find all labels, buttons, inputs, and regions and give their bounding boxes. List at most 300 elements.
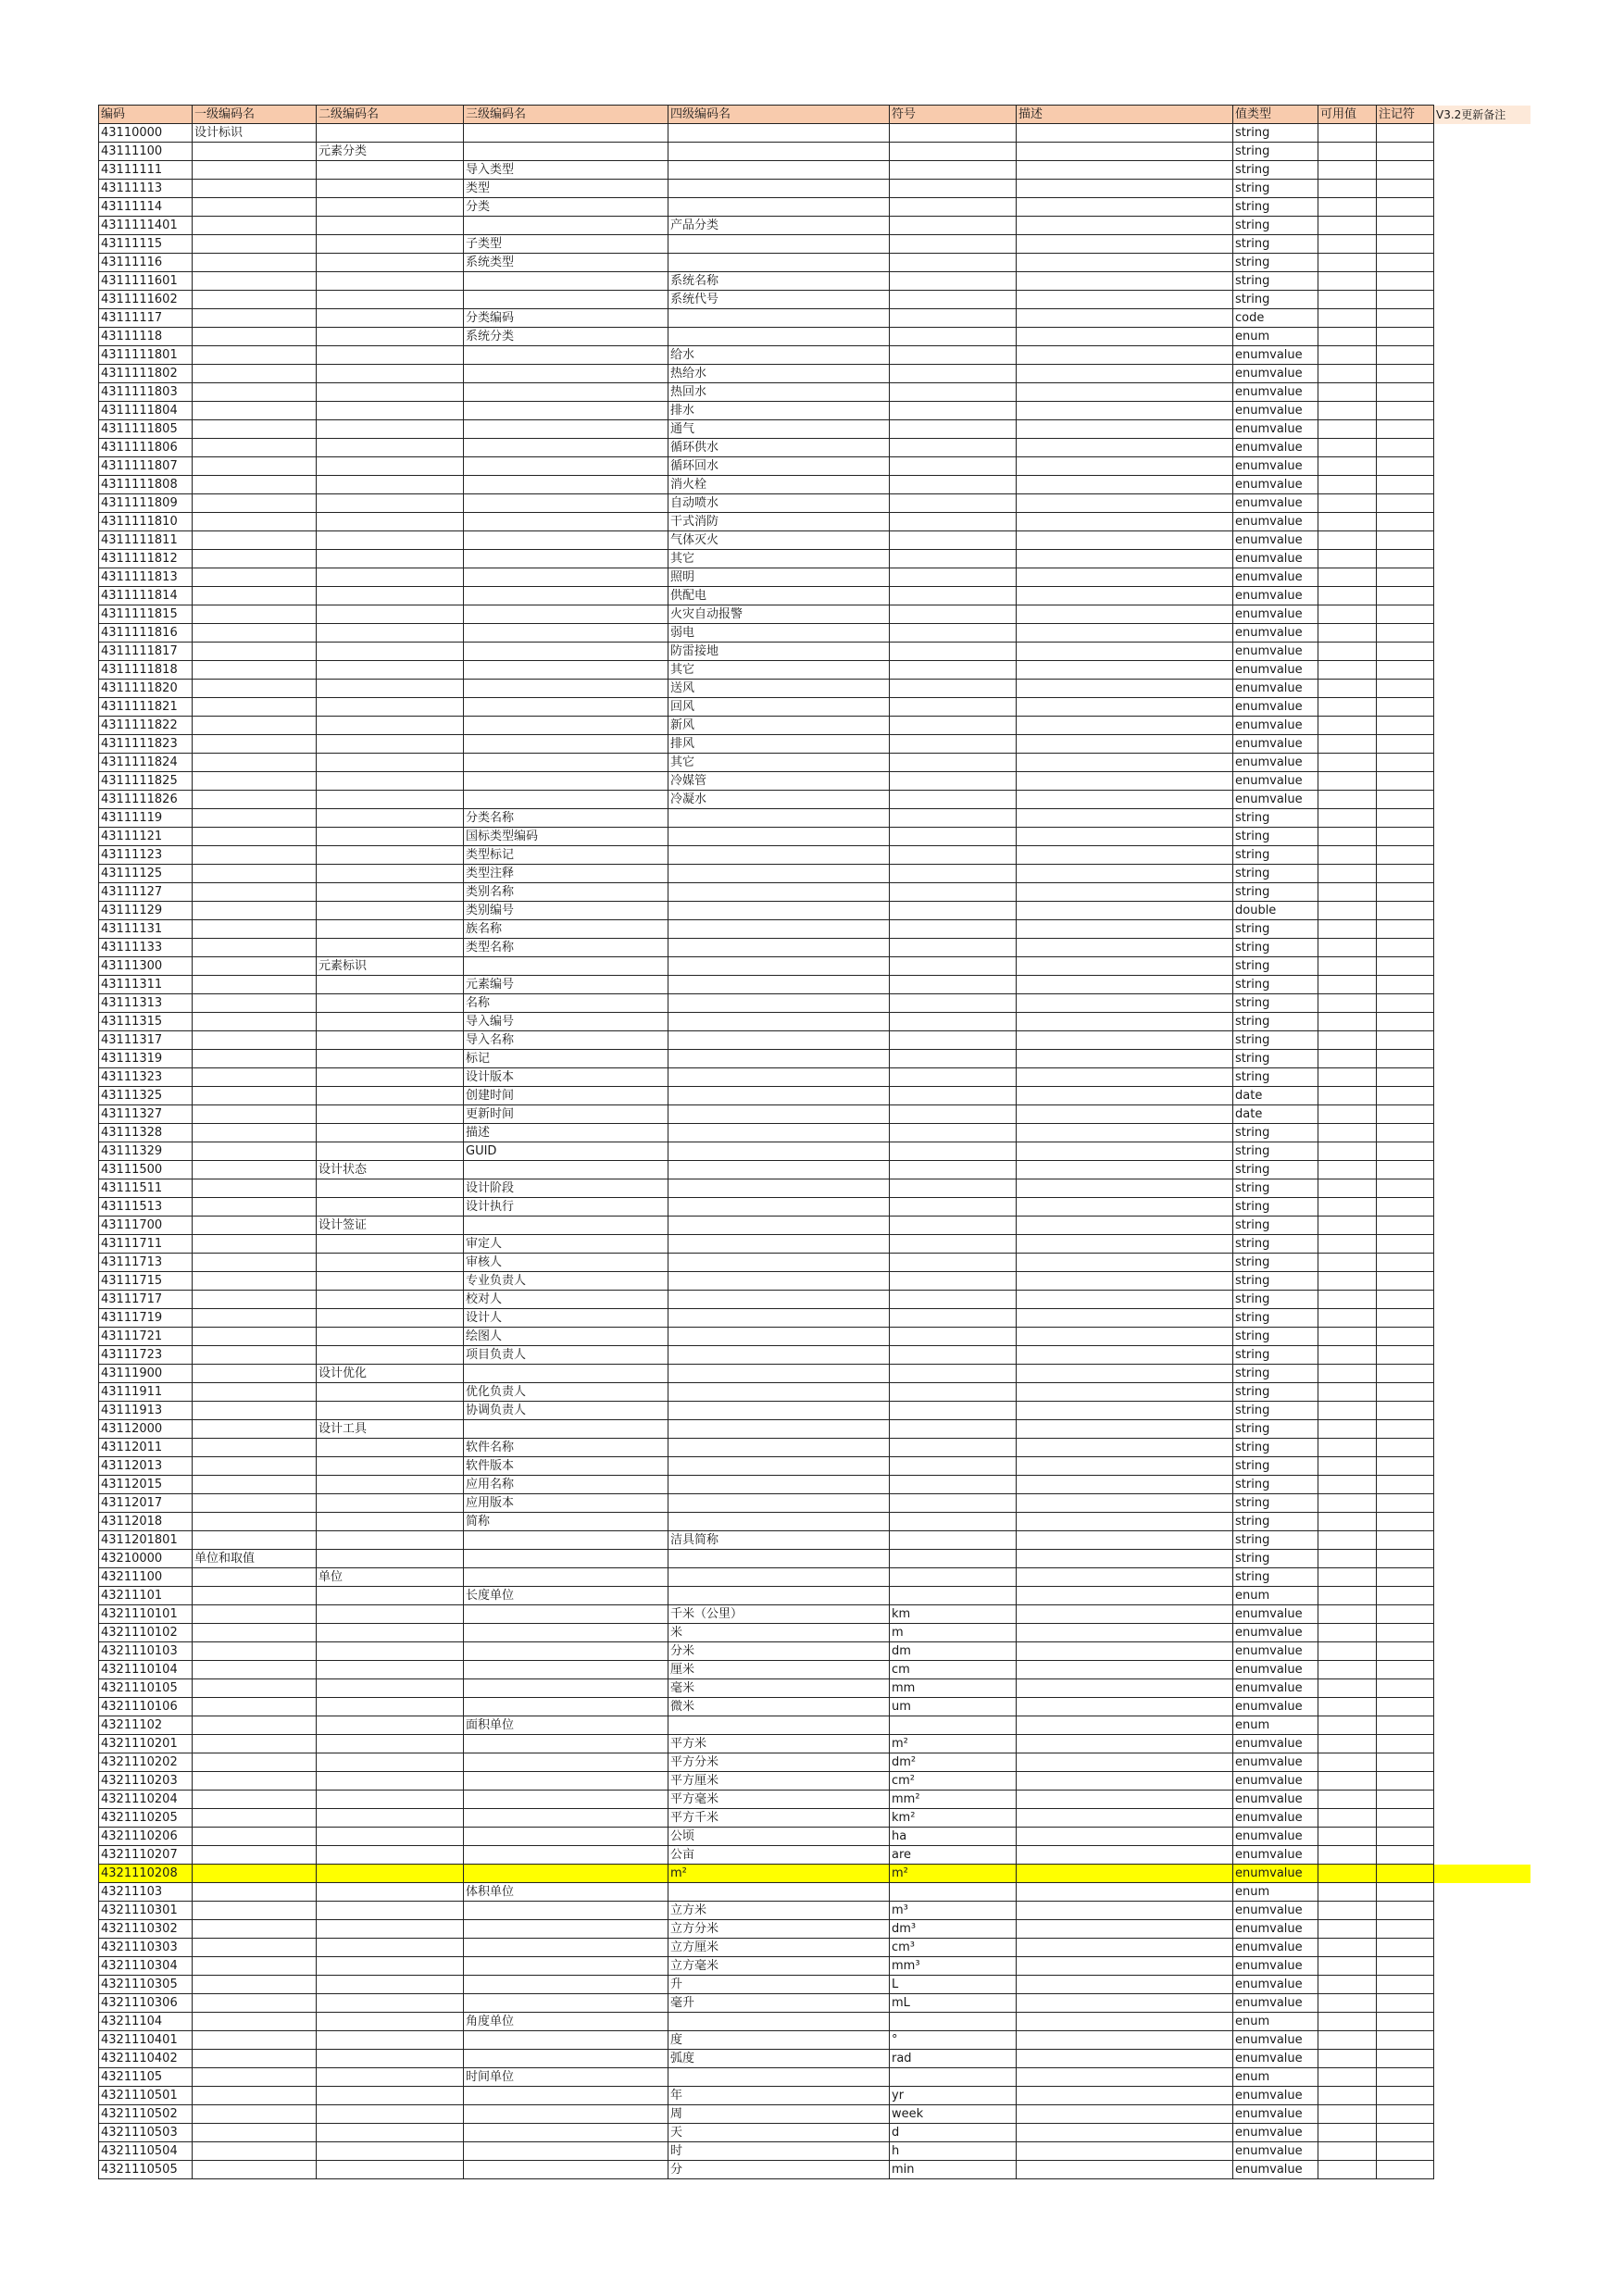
level4-name-cell[interactable]	[668, 939, 890, 957]
level3-name-cell[interactable]	[464, 587, 668, 605]
available-value-cell[interactable]	[1318, 254, 1377, 272]
level4-name-cell[interactable]: 新风	[668, 717, 890, 735]
annotation-cell[interactable]	[1377, 2013, 1434, 2031]
level1-name-cell[interactable]	[193, 457, 317, 476]
code-cell[interactable]: 43111913	[99, 1402, 193, 1420]
available-value-cell[interactable]	[1318, 1179, 1377, 1198]
level1-name-cell[interactable]	[193, 1105, 317, 1124]
description-cell[interactable]	[1017, 1661, 1233, 1679]
level4-name-cell[interactable]	[668, 1346, 890, 1365]
value-type-cell[interactable]: enumvalue	[1233, 754, 1318, 772]
annotation-cell[interactable]	[1377, 1346, 1434, 1365]
level1-name-cell[interactable]	[193, 1513, 317, 1531]
level2-name-cell[interactable]	[317, 2142, 464, 2161]
available-value-cell[interactable]	[1318, 1550, 1377, 1568]
code-cell[interactable]: 4311111805	[99, 420, 193, 439]
level4-name-cell[interactable]	[668, 1439, 890, 1457]
available-value-cell[interactable]	[1318, 735, 1377, 754]
level2-name-cell[interactable]	[317, 605, 464, 624]
symbol-cell[interactable]: km	[890, 1605, 1017, 1624]
update-note-cell[interactable]	[1434, 1716, 1531, 1735]
description-cell[interactable]	[1017, 1568, 1233, 1587]
level4-name-cell[interactable]: 平方米	[668, 1735, 890, 1753]
available-value-cell[interactable]	[1318, 1976, 1377, 1994]
code-cell[interactable]: 43111723	[99, 1346, 193, 1365]
update-note-cell[interactable]	[1434, 1513, 1531, 1531]
update-note-cell[interactable]	[1434, 1457, 1531, 1476]
level1-name-cell[interactable]	[193, 809, 317, 828]
level4-name-cell[interactable]	[668, 1105, 890, 1124]
update-note-cell[interactable]	[1434, 1420, 1531, 1439]
annotation-cell[interactable]	[1377, 1365, 1434, 1383]
level2-name-cell[interactable]	[317, 1994, 464, 2013]
symbol-cell[interactable]	[890, 180, 1017, 198]
level4-name-cell[interactable]	[668, 254, 890, 272]
update-note-cell[interactable]	[1434, 1902, 1531, 1920]
level2-name-cell[interactable]	[317, 1457, 464, 1476]
level4-name-cell[interactable]	[668, 1587, 890, 1605]
level4-name-cell[interactable]: 年	[668, 2087, 890, 2105]
symbol-cell[interactable]	[890, 1402, 1017, 1420]
code-cell[interactable]: 4321110106	[99, 1698, 193, 1716]
level1-name-cell[interactable]: 设计标识	[193, 124, 317, 143]
level3-name-cell[interactable]	[464, 717, 668, 735]
update-note-cell[interactable]	[1434, 272, 1531, 291]
level3-name-cell[interactable]	[464, 476, 668, 494]
symbol-cell[interactable]	[890, 1476, 1017, 1494]
level4-name-cell[interactable]: 排风	[668, 735, 890, 754]
update-note-cell[interactable]	[1434, 1753, 1531, 1772]
code-cell[interactable]: 4311111825	[99, 772, 193, 791]
value-type-cell[interactable]: enumvalue	[1233, 1994, 1318, 2013]
update-note-cell[interactable]	[1434, 346, 1531, 365]
code-cell[interactable]: 43111329	[99, 1142, 193, 1161]
value-type-cell[interactable]: string	[1233, 180, 1318, 198]
available-value-cell[interactable]	[1318, 772, 1377, 791]
level2-name-cell[interactable]	[317, 809, 464, 828]
code-cell[interactable]: 4311111815	[99, 605, 193, 624]
annotation-cell[interactable]	[1377, 2068, 1434, 2087]
code-cell[interactable]: 4311111401	[99, 217, 193, 235]
symbol-cell[interactable]	[890, 328, 1017, 346]
code-cell[interactable]: 43111715	[99, 1272, 193, 1291]
value-type-cell[interactable]: string	[1233, 1013, 1318, 1031]
code-cell[interactable]: 4321110504	[99, 2142, 193, 2161]
description-cell[interactable]	[1017, 1309, 1233, 1328]
annotation-cell[interactable]	[1377, 1994, 1434, 2013]
level3-name-cell[interactable]: 创建时间	[464, 1087, 668, 1105]
code-cell[interactable]: 43111313	[99, 994, 193, 1013]
value-type-cell[interactable]: enumvalue	[1233, 698, 1318, 717]
symbol-cell[interactable]	[890, 1272, 1017, 1291]
level2-name-cell[interactable]	[317, 2031, 464, 2050]
level3-name-cell[interactable]: 角度单位	[464, 2013, 668, 2031]
code-cell[interactable]: 4311111810	[99, 513, 193, 531]
symbol-cell[interactable]: h	[890, 2142, 1017, 2161]
symbol-cell[interactable]: dm	[890, 1642, 1017, 1661]
update-note-cell[interactable]	[1434, 661, 1531, 680]
annotation-cell[interactable]	[1377, 1883, 1434, 1902]
available-value-cell[interactable]	[1318, 1531, 1377, 1550]
level3-name-cell[interactable]	[464, 550, 668, 568]
available-value-cell[interactable]	[1318, 291, 1377, 309]
level1-name-cell[interactable]	[193, 143, 317, 161]
symbol-cell[interactable]	[890, 754, 1017, 772]
available-value-cell[interactable]	[1318, 605, 1377, 624]
symbol-cell[interactable]	[890, 1457, 1017, 1476]
update-note-cell[interactable]	[1434, 1772, 1531, 1791]
level2-name-cell[interactable]	[317, 846, 464, 865]
level1-name-cell[interactable]	[193, 1735, 317, 1753]
level2-name-cell[interactable]	[317, 1735, 464, 1753]
level1-name-cell[interactable]	[193, 1087, 317, 1105]
code-cell[interactable]: 43111317	[99, 1031, 193, 1050]
description-cell[interactable]	[1017, 846, 1233, 865]
level1-name-cell[interactable]	[193, 624, 317, 643]
symbol-cell[interactable]	[890, 1124, 1017, 1142]
symbol-cell[interactable]	[890, 735, 1017, 754]
level2-name-cell[interactable]	[317, 735, 464, 754]
description-cell[interactable]	[1017, 1920, 1233, 1939]
value-type-cell[interactable]: enumvalue	[1233, 2105, 1318, 2124]
level1-name-cell[interactable]	[193, 976, 317, 994]
value-type-cell[interactable]: enumvalue	[1233, 457, 1318, 476]
symbol-cell[interactable]: mm³	[890, 1957, 1017, 1976]
level3-name-cell[interactable]: 设计版本	[464, 1068, 668, 1087]
level3-name-cell[interactable]: GUID	[464, 1142, 668, 1161]
level4-name-cell[interactable]: 气体灭火	[668, 531, 890, 550]
level4-name-cell[interactable]	[668, 309, 890, 328]
level2-name-cell[interactable]	[317, 513, 464, 531]
level4-name-cell[interactable]	[668, 1457, 890, 1476]
level3-name-cell[interactable]: 标记	[464, 1050, 668, 1068]
available-value-cell[interactable]	[1318, 1494, 1377, 1513]
available-value-cell[interactable]	[1318, 494, 1377, 513]
description-cell[interactable]	[1017, 1902, 1233, 1920]
level4-name-cell[interactable]	[668, 1272, 890, 1291]
update-note-cell[interactable]	[1434, 624, 1531, 643]
level4-name-cell[interactable]: 其它	[668, 754, 890, 772]
update-note-cell[interactable]	[1434, 1346, 1531, 1365]
level1-name-cell[interactable]	[193, 531, 317, 550]
code-cell[interactable]: 4321110303	[99, 1939, 193, 1957]
update-note-cell[interactable]	[1434, 291, 1531, 309]
level2-name-cell[interactable]	[317, 1124, 464, 1142]
level2-name-cell[interactable]	[317, 828, 464, 846]
available-value-cell[interactable]	[1318, 568, 1377, 587]
update-note-cell[interactable]	[1434, 531, 1531, 550]
level1-name-cell[interactable]	[193, 1494, 317, 1513]
value-type-cell[interactable]: string	[1233, 1142, 1318, 1161]
update-note-cell[interactable]	[1434, 254, 1531, 272]
value-type-cell[interactable]: enumvalue	[1233, 513, 1318, 531]
level1-name-cell[interactable]	[193, 1791, 317, 1809]
value-type-cell[interactable]: enumvalue	[1233, 1791, 1318, 1809]
available-value-cell[interactable]	[1318, 1050, 1377, 1068]
code-cell[interactable]: 4321110306	[99, 1994, 193, 2013]
available-value-cell[interactable]	[1318, 272, 1377, 291]
available-value-cell[interactable]	[1318, 902, 1377, 920]
value-type-cell[interactable]: enumvalue	[1233, 420, 1318, 439]
level3-name-cell[interactable]: 系统类型	[464, 254, 668, 272]
description-cell[interactable]	[1017, 1235, 1233, 1254]
symbol-cell[interactable]: cm²	[890, 1772, 1017, 1791]
level4-name-cell[interactable]: 产品分类	[668, 217, 890, 235]
description-cell[interactable]	[1017, 1346, 1233, 1365]
level4-name-cell[interactable]: 公顷	[668, 1828, 890, 1846]
level3-name-cell[interactable]	[464, 383, 668, 402]
level3-name-cell[interactable]: 设计阶段	[464, 1179, 668, 1198]
symbol-cell[interactable]	[890, 1254, 1017, 1272]
level3-name-cell[interactable]	[464, 439, 668, 457]
level4-name-cell[interactable]	[668, 124, 890, 143]
available-value-cell[interactable]	[1318, 217, 1377, 235]
level2-name-cell[interactable]	[317, 624, 464, 643]
symbol-cell[interactable]: cm	[890, 1661, 1017, 1679]
level1-name-cell[interactable]	[193, 1365, 317, 1383]
update-note-cell[interactable]	[1434, 328, 1531, 346]
update-note-cell[interactable]	[1434, 1642, 1531, 1661]
available-value-cell[interactable]	[1318, 513, 1377, 531]
update-note-cell[interactable]	[1434, 1550, 1531, 1568]
available-value-cell[interactable]	[1318, 1402, 1377, 1420]
level2-name-cell[interactable]	[317, 643, 464, 661]
available-value-cell[interactable]	[1318, 309, 1377, 328]
value-type-cell[interactable]: string	[1233, 124, 1318, 143]
level1-name-cell[interactable]	[193, 1291, 317, 1309]
annotation-cell[interactable]	[1377, 643, 1434, 661]
available-value-cell[interactable]	[1318, 383, 1377, 402]
level4-name-cell[interactable]: 冷凝水	[668, 791, 890, 809]
value-type-cell[interactable]: enumvalue	[1233, 791, 1318, 809]
symbol-cell[interactable]	[890, 883, 1017, 902]
code-cell[interactable]: 4311201801	[99, 1531, 193, 1550]
update-note-cell[interactable]	[1434, 439, 1531, 457]
annotation-cell[interactable]	[1377, 828, 1434, 846]
level2-name-cell[interactable]	[317, 1254, 464, 1272]
level2-name-cell[interactable]	[317, 1902, 464, 1920]
value-type-cell[interactable]: string	[1233, 865, 1318, 883]
symbol-cell[interactable]	[890, 1179, 1017, 1198]
code-cell[interactable]: 43111123	[99, 846, 193, 865]
symbol-cell[interactable]	[890, 605, 1017, 624]
level1-name-cell[interactable]	[193, 1254, 317, 1272]
code-cell[interactable]: 43112000	[99, 1420, 193, 1439]
level4-name-cell[interactable]	[668, 1568, 890, 1587]
description-cell[interactable]	[1017, 661, 1233, 680]
value-type-cell[interactable]: enum	[1233, 1883, 1318, 1902]
available-value-cell[interactable]	[1318, 791, 1377, 809]
annotation-cell[interactable]	[1377, 865, 1434, 883]
code-cell[interactable]: 4311111801	[99, 346, 193, 365]
annotation-cell[interactable]	[1377, 254, 1434, 272]
level2-name-cell[interactable]	[317, 1920, 464, 1939]
level2-name-cell[interactable]: 设计签证	[317, 1217, 464, 1235]
symbol-cell[interactable]	[890, 198, 1017, 217]
symbol-cell[interactable]	[890, 680, 1017, 698]
level1-name-cell[interactable]	[193, 291, 317, 309]
code-cell[interactable]: 4311111826	[99, 791, 193, 809]
level3-name-cell[interactable]	[464, 1772, 668, 1791]
level3-name-cell[interactable]	[464, 217, 668, 235]
annotation-cell[interactable]	[1377, 1550, 1434, 1568]
level1-name-cell[interactable]	[193, 698, 317, 717]
update-note-cell[interactable]	[1434, 1939, 1531, 1957]
description-cell[interactable]	[1017, 420, 1233, 439]
update-note-cell[interactable]	[1434, 235, 1531, 254]
level3-name-cell[interactable]: 子类型	[464, 235, 668, 254]
symbol-cell[interactable]	[890, 383, 1017, 402]
available-value-cell[interactable]	[1318, 1624, 1377, 1642]
level2-name-cell[interactable]	[317, 1050, 464, 1068]
update-note-cell[interactable]	[1434, 791, 1531, 809]
description-cell[interactable]	[1017, 402, 1233, 420]
update-note-cell[interactable]	[1434, 698, 1531, 717]
level4-name-cell[interactable]: 立方分米	[668, 1920, 890, 1939]
level1-name-cell[interactable]	[193, 1476, 317, 1494]
code-cell[interactable]: 43111511	[99, 1179, 193, 1198]
description-cell[interactable]	[1017, 1068, 1233, 1087]
level2-name-cell[interactable]	[317, 1031, 464, 1050]
code-cell[interactable]: 43111113	[99, 180, 193, 198]
symbol-cell[interactable]	[890, 1291, 1017, 1309]
value-type-cell[interactable]: string	[1233, 1031, 1318, 1050]
code-cell[interactable]: 4321110501	[99, 2087, 193, 2105]
level3-name-cell[interactable]	[464, 1661, 668, 1679]
available-value-cell[interactable]	[1318, 2105, 1377, 2124]
update-note-cell[interactable]	[1434, 2050, 1531, 2068]
level3-name-cell[interactable]: 设计人	[464, 1309, 668, 1328]
annotation-cell[interactable]	[1377, 994, 1434, 1013]
level1-name-cell[interactable]	[193, 1809, 317, 1828]
code-cell[interactable]: 43112017	[99, 1494, 193, 1513]
available-value-cell[interactable]	[1318, 1994, 1377, 2013]
level1-name-cell[interactable]	[193, 1235, 317, 1254]
code-cell[interactable]: 43111133	[99, 939, 193, 957]
level4-name-cell[interactable]: 千米（公里）	[668, 1605, 890, 1624]
level2-name-cell[interactable]	[317, 1846, 464, 1865]
code-cell[interactable]: 43111129	[99, 902, 193, 920]
level3-name-cell[interactable]	[464, 2087, 668, 2105]
level4-name-cell[interactable]: m²	[668, 1865, 890, 1883]
update-note-cell[interactable]	[1434, 420, 1531, 439]
annotation-cell[interactable]	[1377, 272, 1434, 291]
level2-name-cell[interactable]	[317, 494, 464, 513]
description-cell[interactable]	[1017, 254, 1233, 272]
update-note-cell[interactable]	[1434, 309, 1531, 328]
available-value-cell[interactable]	[1318, 1457, 1377, 1476]
level1-name-cell[interactable]	[193, 1272, 317, 1291]
symbol-cell[interactable]	[890, 717, 1017, 735]
update-note-cell[interactable]	[1434, 846, 1531, 865]
available-value-cell[interactable]	[1318, 1161, 1377, 1179]
description-cell[interactable]	[1017, 1439, 1233, 1457]
symbol-cell[interactable]	[890, 772, 1017, 791]
available-value-cell[interactable]	[1318, 180, 1377, 198]
annotation-cell[interactable]	[1377, 2087, 1434, 2105]
annotation-cell[interactable]	[1377, 457, 1434, 476]
symbol-cell[interactable]: mm	[890, 1679, 1017, 1698]
level4-name-cell[interactable]	[668, 957, 890, 976]
value-type-cell[interactable]: string	[1233, 1346, 1318, 1365]
level1-name-cell[interactable]	[193, 883, 317, 902]
code-cell[interactable]: 43210000	[99, 1550, 193, 1568]
annotation-cell[interactable]	[1377, 1642, 1434, 1661]
annotation-cell[interactable]	[1377, 346, 1434, 365]
update-note-cell[interactable]	[1434, 2105, 1531, 2124]
level3-name-cell[interactable]: 分类	[464, 198, 668, 217]
description-cell[interactable]	[1017, 550, 1233, 568]
level2-name-cell[interactable]	[317, 1513, 464, 1531]
available-value-cell[interactable]	[1318, 661, 1377, 680]
annotation-cell[interactable]	[1377, 1439, 1434, 1457]
annotation-cell[interactable]	[1377, 1494, 1434, 1513]
code-cell[interactable]: 4311111804	[99, 402, 193, 420]
available-value-cell[interactable]	[1318, 550, 1377, 568]
level3-name-cell[interactable]: 类别名称	[464, 883, 668, 902]
level3-name-cell[interactable]	[464, 643, 668, 661]
level1-name-cell[interactable]	[193, 661, 317, 680]
available-value-cell[interactable]	[1318, 1642, 1377, 1661]
column-header-level2-name[interactable]: 二级编码名	[317, 106, 464, 124]
update-note-cell[interactable]	[1434, 1254, 1531, 1272]
available-value-cell[interactable]	[1318, 1365, 1377, 1383]
level2-name-cell[interactable]	[317, 902, 464, 920]
level2-name-cell[interactable]	[317, 865, 464, 883]
update-note-cell[interactable]	[1434, 2161, 1531, 2179]
level3-name-cell[interactable]	[464, 291, 668, 309]
level3-name-cell[interactable]	[464, 698, 668, 717]
level4-name-cell[interactable]	[668, 1198, 890, 1217]
symbol-cell[interactable]	[890, 1550, 1017, 1568]
level1-name-cell[interactable]	[193, 2161, 317, 2179]
annotation-cell[interactable]	[1377, 939, 1434, 957]
level1-name-cell[interactable]	[193, 1957, 317, 1976]
annotation-cell[interactable]	[1377, 1976, 1434, 1994]
available-value-cell[interactable]	[1318, 1902, 1377, 1920]
value-type-cell[interactable]: string	[1233, 1457, 1318, 1476]
level2-name-cell[interactable]	[317, 476, 464, 494]
value-type-cell[interactable]: string	[1233, 1568, 1318, 1587]
level2-name-cell[interactable]	[317, 754, 464, 772]
level3-name-cell[interactable]: 导入类型	[464, 161, 668, 180]
level4-name-cell[interactable]	[668, 1476, 890, 1494]
level2-name-cell[interactable]	[317, 365, 464, 383]
level4-name-cell[interactable]: 给水	[668, 346, 890, 365]
annotation-cell[interactable]	[1377, 2105, 1434, 2124]
value-type-cell[interactable]: enumvalue	[1233, 661, 1318, 680]
level3-name-cell[interactable]	[464, 1568, 668, 1587]
level2-name-cell[interactable]	[317, 1383, 464, 1402]
value-type-cell[interactable]: string	[1233, 1328, 1318, 1346]
code-cell[interactable]: 43111721	[99, 1328, 193, 1346]
available-value-cell[interactable]	[1318, 1383, 1377, 1402]
value-type-cell[interactable]: string	[1233, 272, 1318, 291]
symbol-cell[interactable]	[890, 624, 1017, 643]
symbol-cell[interactable]	[890, 957, 1017, 976]
update-note-cell[interactable]	[1434, 1402, 1531, 1420]
code-cell[interactable]: 43111117	[99, 309, 193, 328]
level2-name-cell[interactable]	[317, 1642, 464, 1661]
level4-name-cell[interactable]	[668, 1013, 890, 1031]
update-note-cell[interactable]	[1434, 383, 1531, 402]
level2-name-cell[interactable]	[317, 1828, 464, 1846]
available-value-cell[interactable]	[1318, 1124, 1377, 1142]
available-value-cell[interactable]	[1318, 1346, 1377, 1365]
update-note-cell[interactable]	[1434, 1105, 1531, 1124]
symbol-cell[interactable]	[890, 457, 1017, 476]
update-note-cell[interactable]	[1434, 1920, 1531, 1939]
